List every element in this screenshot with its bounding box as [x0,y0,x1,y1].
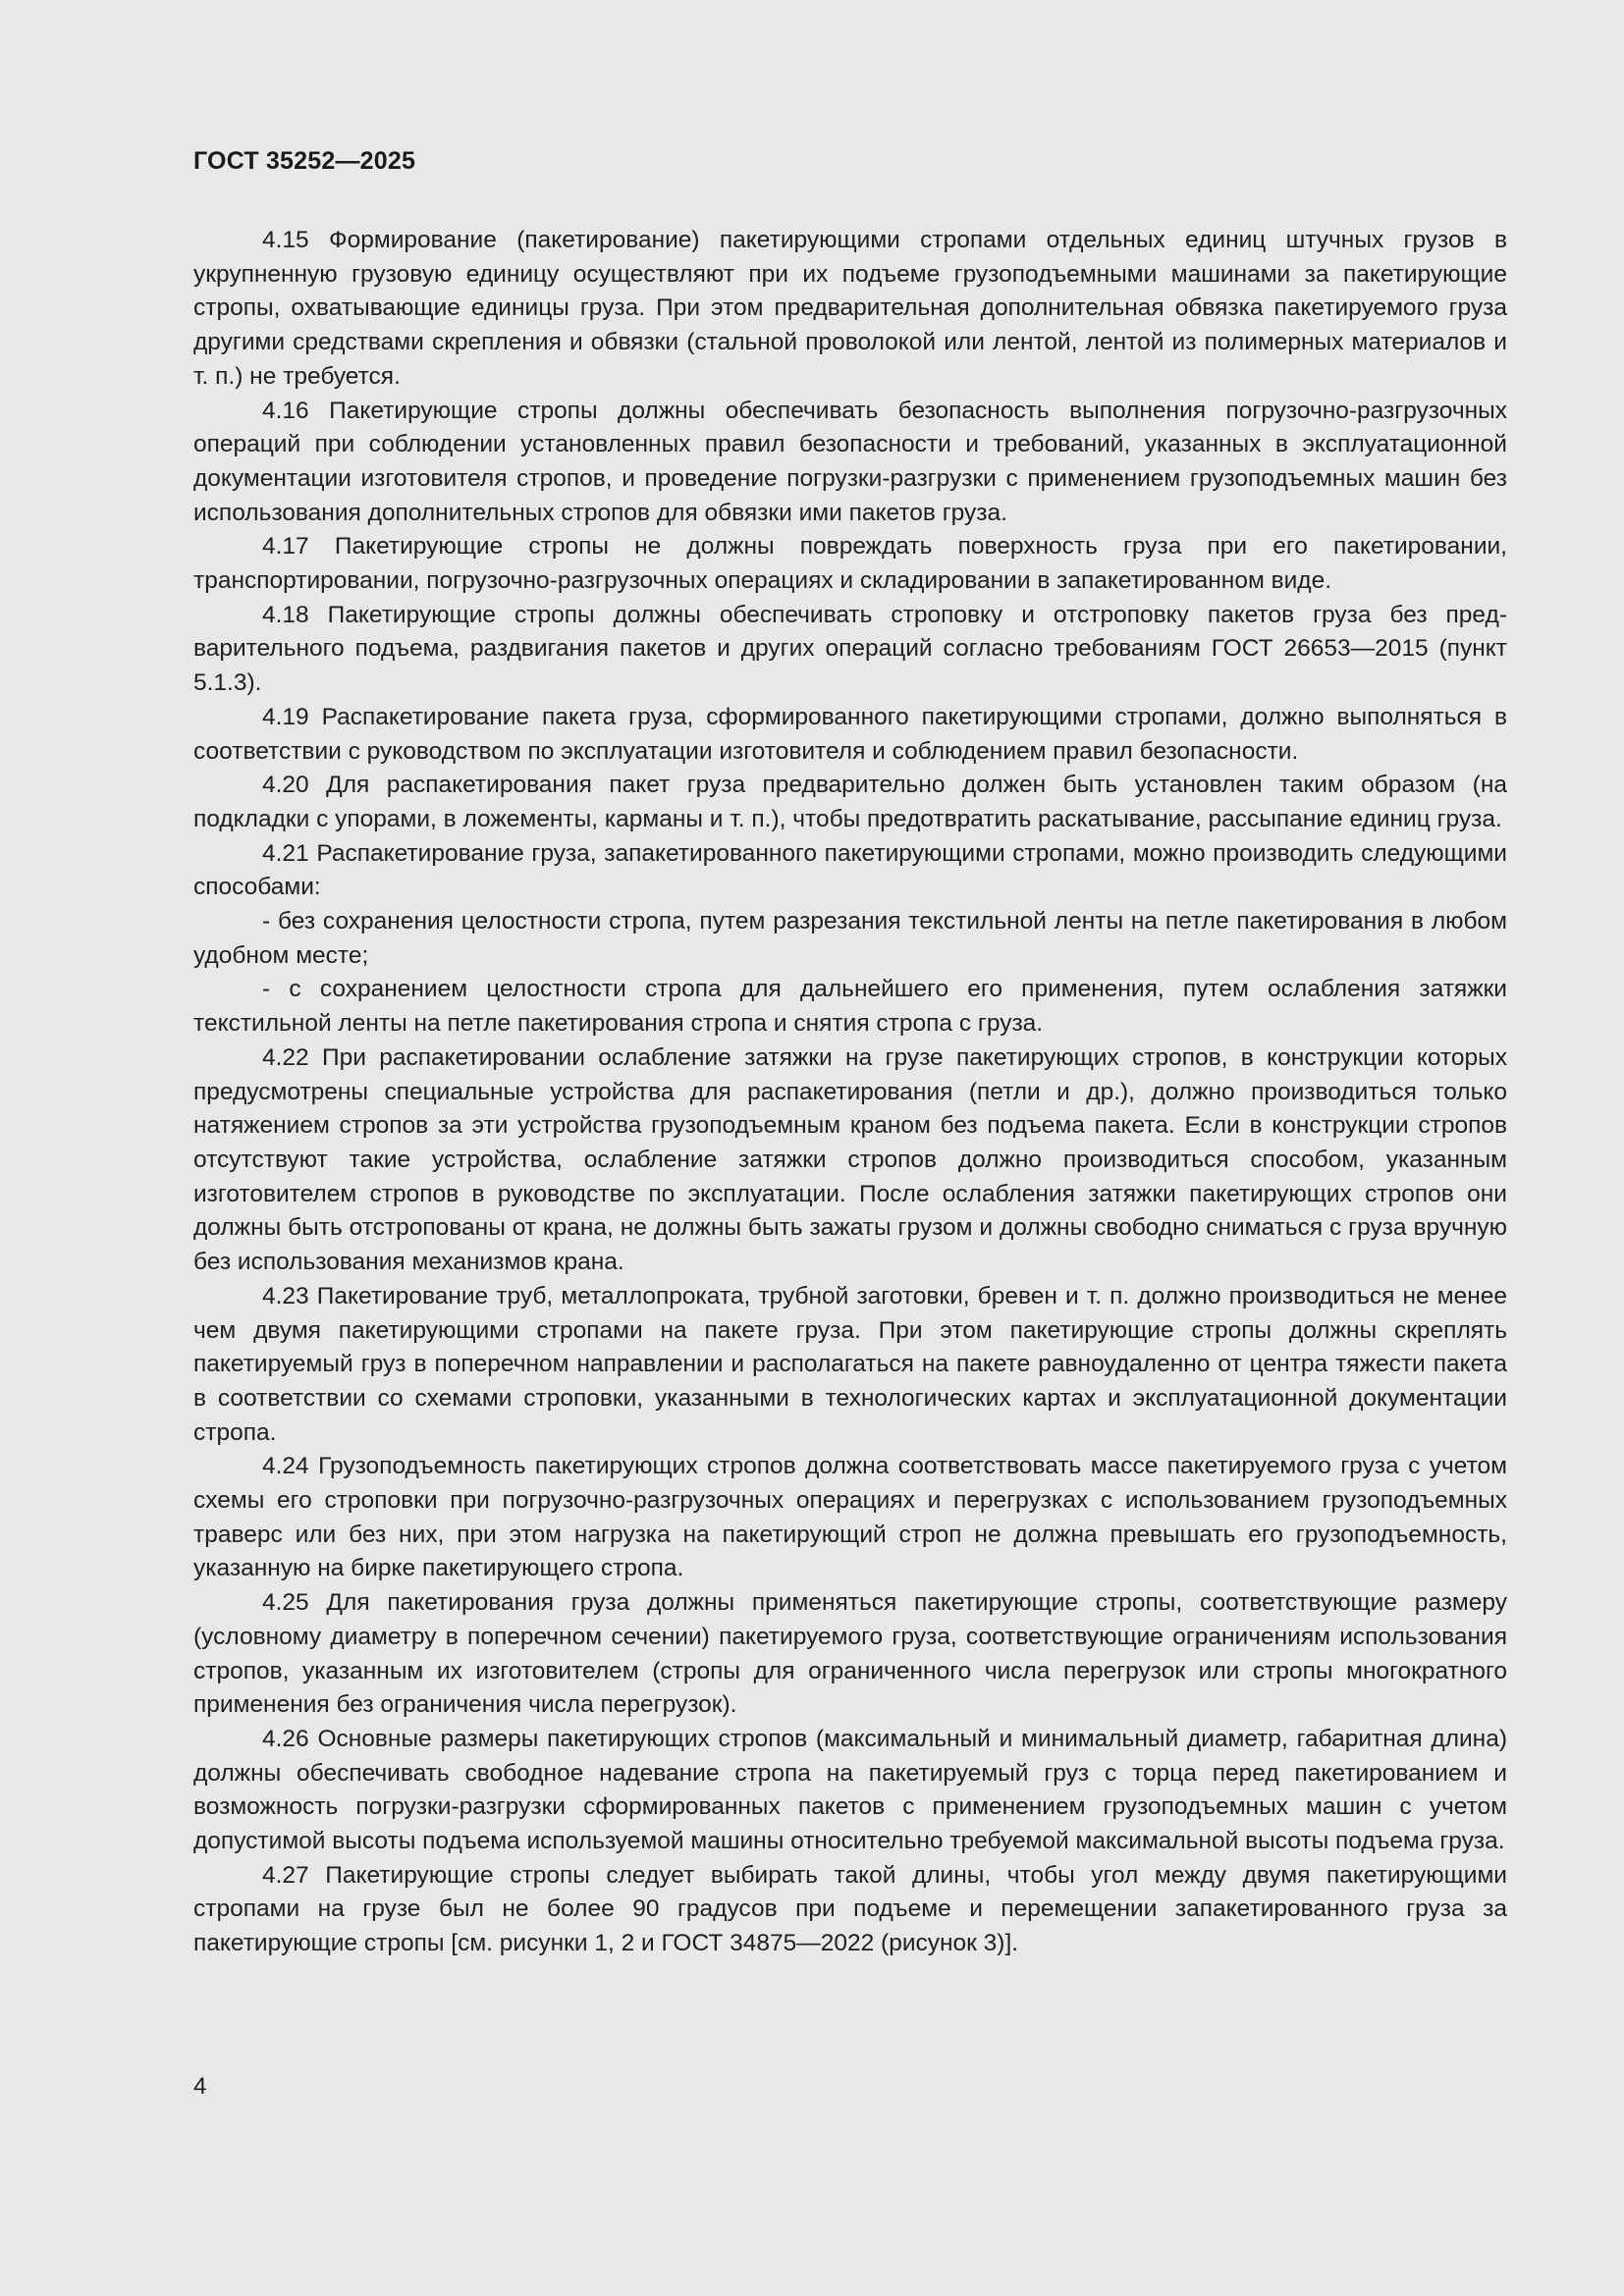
list-item-with-preservation: - с сохранением целостности стропа для дальнейшего его применения, путем ослабления затяжки текстильной ленты на петле пакетирования стропа и снятия стропа с груза. [193,976,1507,1038]
paragraph-4-18: 4.18 Пакетирующие стропы должны обеспечивать строповку и отстроповку пакетов груза без предварительного подъема, раздвигания пакетов и других операций согласно требованиям ГОСТ 26653—2015 (пункт 5.1.3). [193,601,1507,697]
paragraph-4-21: 4.21 Распакетирование груза, запакетированного пакетирующими стропами, можно производить следующими способами: [193,839,1507,901]
page-number: 4 [193,2073,207,2100]
paragraph-4-25: 4.25 Для пакетирования груза должны применяться пакетирующие стропы, соответствующие размеру (условному диаметру в поперечном сечении) пакетируемого груза, соответствующие ограничениям использования стропов, указанным их изготовителем (стропы для ограниченного числа перегрузок или стропы многократного применения без ограничения числа перегрузок). [193,1589,1507,1719]
paragraph-4-17: 4.17 Пакетирующие стропы не должны повреждать поверхность груза при его пакетировании, транспортировании, погрузочно-разгрузочных операциях и складировании в запакетированном виде. [193,533,1507,595]
paragraph-4-20: 4.20 Для распакетирования пакет груза предварительно должен быть установлен таким образом (на подкладки с упорами, в ложементы, карманы и т. п.), чтобы предотвратить раскатывание, рассыпание единиц груза. [193,772,1507,832]
document-body [193,224,1507,1961]
paragraph-4-15: 4.15 Формирование (пакетирование) пакетирующими стропами отдельных единиц штучных грузов в укрупненную грузовую единицу осуществляют при их подъеме грузоподъемными машинами за пакетирующие стропы, охватывающие единицы груза. При этом предварительная дополнительная обвязка пакетируемого груза другими средствами скрепления и обвязки (стальной проволокой или лентой, лентой из полимерных материалов и т. п.) не требуется. [193,227,1507,390]
paragraph-4-19: 4.19 Распакетирование пакета груза, сформированного пакетирующими стропами, должно выполняться в соответствии с руководством по эксплуатации изготовителя и соблюдением правил безопасности. [193,703,1507,765]
paragraph-4-23: 4.23 Пакетирование труб, металлопроката, трубной заготовки, бревен и т. п. должно производиться не менее чем двумя пакетирующими стропами на пакете груза. При этом пакетирующие стропы должны скреплять пакетируемый груз в поперечном направлении и располагаться на пакете равноудаленно от центра тяжести пакета в соответствии со схемами строповки, указанными в технологических картах и эксплуатационной документации стропа. [193,1282,1507,1446]
paragraph-4-22: 4.22 При распакетировании ослабление затяжки на грузе пакетирующих стропов, в конструкции которых предусмотрены специальные устройства для распакетирования (петли и др.), должно производиться только натяжением стропов за эти устройства грузоподъемным краном без подъема пакета. Если в конструкции стропов отсутствуют такие устройства, ослабление затяжки стропов должно производиться способом, указанным изготовителем стропов в руководстве по эксплуатации. После ослабления затяжки пакетирующих стропов они должны быть отстропованы от крана, не должны быть зажаты грузом и должны свободно сниматься с груза вручную без использования механизмов крана. [193,1043,1507,1276]
document-header: ГОСТ 35252—2025 [193,147,416,175]
paragraph-4-26: 4.26 Основные размеры пакетирующих стропов (максимальный и минимальный диаметр, габаритная длина) должны обеспечивать свободное надевание стропа на пакетируемый груз с торца перед пакетированием и возможность погрузки-разгрузки сформированных пакетов с применением грузоподъемных машин с учетом допустимой высоты подъема используемой машины относительно требуемой максимальной высоты подъема груза. [193,1725,1507,1855]
paragraph-4-27: 4.27 Пакетирующие стропы следует выбирать такой длины, чтобы угол между двумя пакетирующими стропами на грузе был не более 90 градусов при подъеме и перемещении запакетированного груза за пакетирующие стропы [см. рисунки 1, 2 и ГОСТ 34875—2022 (рисунок 3)]. [193,1861,1507,1957]
paragraph-4-16: 4.16 Пакетирующие стропы должны обеспечивать безопасность выполнения погрузочно-разгрузочных операций при соблюдении установленных правил безопасности и требований, указанных в эксплуатационной документации изготовителя стропов, и проведение погрузки-разгрузки с применением грузоподъемных машин без использования дополнительных стропов для обвязки ими пакетов груза. [193,397,1507,526]
list-item-without-preservation: - без сохранения целостности стропа, путем разрезания текстильной ленты на петле пакетирования в любом удобном месте; [193,908,1507,969]
paragraph-4-24: 4.24 Грузоподъемность пакетирующих стропов должна соответствовать массе пакетируемого груза с учетом схемы его строповки при погрузочно-разгрузочных операциях и перегрузках с использованием грузоподъемных траверс или без них, при этом нагрузка на пакетирующий строп не должна превышать его грузоподъемность, указанную на бирке пакетирующего стропа. [193,1453,1507,1582]
